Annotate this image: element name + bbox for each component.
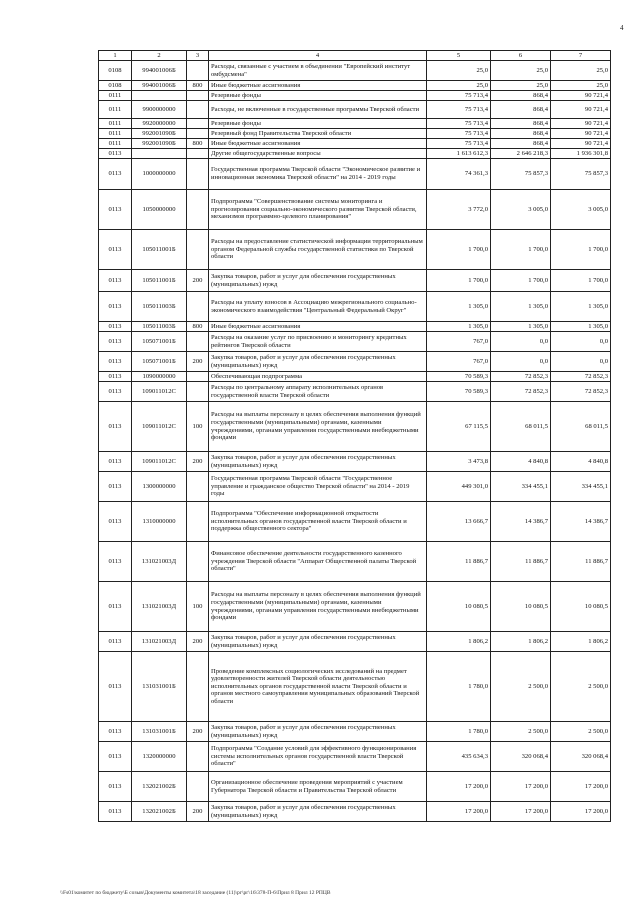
target-article-cell: 109011012С (132, 402, 187, 452)
expense-type-cell (187, 119, 209, 129)
section-code-cell: 0113 (99, 772, 132, 802)
section-code-cell: 0113 (99, 652, 132, 722)
amount-col6-cell: 1 305,0 (491, 292, 551, 322)
amount-col6-cell: 868,4 (491, 139, 551, 149)
amount-col7-cell: 25,0 (551, 61, 611, 81)
description-cell: Другие общегосударственные вопросы (209, 149, 427, 159)
expense-type-cell (187, 652, 209, 722)
expense-type-cell (187, 742, 209, 772)
amount-col6-cell: 320 068,4 (491, 742, 551, 772)
amount-col5-cell: 75 713,4 (427, 139, 491, 149)
amount-col6-cell: 1 700,0 (491, 230, 551, 270)
description-cell: Резервные фонды (209, 119, 427, 129)
description-cell: Иные бюджетные ассигнования (209, 139, 427, 149)
expense-type-cell (187, 149, 209, 159)
description-cell: Закупка товаров, работ и услуг для обеспечения государственных (муниципальных) нужд (209, 270, 427, 292)
description-cell: Расходы на выплаты персоналу в целях обеспечения выполнения функций государственными (муниципальными) органами, казенными учреждениями, органами управления государственными внебюджетными фондами (209, 402, 427, 452)
amount-col7-cell: 0,0 (551, 352, 611, 372)
amount-col7-cell: 17 200,0 (551, 772, 611, 802)
table-row (99, 382, 611, 402)
expense-type-cell (187, 382, 209, 402)
amount-col7-cell: 1 700,0 (551, 230, 611, 270)
amount-col6-cell: 2 646 218,3 (491, 149, 551, 159)
target-article-cell: 1320000000 (132, 742, 187, 772)
description-cell: Расходы по центральному аппарату исполнительных органов государственной власти Тверской области (209, 382, 427, 402)
description-cell: Подпрограмма "Обеспечение информационной открытости исполнительных органов государственной власти Тверской области и поддержка общественного сектора" (209, 502, 427, 542)
amount-col7-cell: 1 936 301,8 (551, 149, 611, 159)
expense-type-cell: 800 (187, 322, 209, 332)
target-article-cell (132, 149, 187, 159)
target-article-cell: 992001090Б (132, 139, 187, 149)
page-number: 4 (620, 24, 624, 32)
description-cell: Расходы, связанные с участием в объединении "Европейский институт омбудсмена" (209, 61, 427, 81)
amount-col5-cell: 75 713,4 (427, 101, 491, 119)
amount-col6-cell: 868,4 (491, 91, 551, 101)
section-code-cell: 0113 (99, 352, 132, 372)
section-code-cell: 0113 (99, 632, 132, 652)
amount-col7-cell: 1 700,0 (551, 270, 611, 292)
table-row (99, 722, 611, 742)
table-row (99, 101, 611, 119)
amount-col5-cell: 1 305,0 (427, 322, 491, 332)
section-code-cell: 0113 (99, 742, 132, 772)
amount-col7-cell: 334 455,1 (551, 472, 611, 502)
section-code-cell: 0113 (99, 159, 132, 190)
expense-type-cell: 200 (187, 452, 209, 472)
target-article-cell: 131031001Б (132, 652, 187, 722)
amount-col5-cell: 767,0 (427, 332, 491, 352)
column-header: 7 (551, 51, 611, 61)
target-article-cell: 132021002Б (132, 772, 187, 802)
target-article-cell: 131021003Д (132, 632, 187, 652)
table-row (99, 61, 611, 81)
expense-type-cell: 200 (187, 632, 209, 652)
amount-col5-cell: 1 613 612,3 (427, 149, 491, 159)
table-row (99, 119, 611, 129)
column-header: 3 (187, 51, 209, 61)
amount-col5-cell: 10 080,5 (427, 582, 491, 632)
table-row (99, 352, 611, 372)
amount-col7-cell: 320 068,4 (551, 742, 611, 772)
amount-col5-cell: 17 200,0 (427, 802, 491, 822)
amount-col5-cell: 767,0 (427, 352, 491, 372)
amount-col7-cell: 2 500,0 (551, 652, 611, 722)
target-article-cell: 109011012С (132, 452, 187, 472)
amount-col5-cell: 1 780,0 (427, 652, 491, 722)
description-cell: Расходы на оказание услуг по присвоению и мониторингу кредитных рейтингов Тверской области (209, 332, 427, 352)
amount-col6-cell: 868,4 (491, 101, 551, 119)
amount-col6-cell: 17 200,0 (491, 802, 551, 822)
amount-col5-cell: 13 666,7 (427, 502, 491, 542)
amount-col6-cell: 0,0 (491, 332, 551, 352)
table-row (99, 632, 611, 652)
target-article-cell: 131031001Б (132, 722, 187, 742)
section-code-cell: 0111 (99, 119, 132, 129)
description-cell: Закупка товаров, работ и услуг для обеспечения государственных (муниципальных) нужд (209, 802, 427, 822)
description-cell: Закупка товаров, работ и услуг для обеспечения государственных (муниципальных) нужд (209, 722, 427, 742)
description-cell: Обеспечивающая подпрограмма (209, 372, 427, 382)
expense-type-cell (187, 61, 209, 81)
target-article-cell: 1300000000 (132, 472, 187, 502)
table-row (99, 332, 611, 352)
section-code-cell: 0111 (99, 91, 132, 101)
amount-col5-cell: 70 589,3 (427, 372, 491, 382)
description-cell: Подпрограмма "Создание условий для эффективного функционирования системы исполнительных органов государственной власти Тверской области" (209, 742, 427, 772)
target-article-cell: 131021003Д (132, 542, 187, 582)
amount-col5-cell: 1 700,0 (427, 230, 491, 270)
section-code-cell: 0113 (99, 332, 132, 352)
expense-type-cell: 100 (187, 402, 209, 452)
target-article-cell: 105011003Б (132, 292, 187, 322)
section-code-cell: 0113 (99, 542, 132, 582)
amount-col6-cell: 868,4 (491, 129, 551, 139)
amount-col6-cell: 2 500,0 (491, 722, 551, 742)
amount-col5-cell: 75 713,4 (427, 91, 491, 101)
section-code-cell: 0113 (99, 382, 132, 402)
amount-col6-cell: 1 806,2 (491, 632, 551, 652)
amount-col5-cell: 70 589,3 (427, 382, 491, 402)
description-cell: Подпрограмма "Совершенствование системы мониторинга и прогнозирования социально-экономического развития Тверской области, механизмов программно-целевого планирования" (209, 190, 427, 230)
amount-col6-cell: 17 200,0 (491, 772, 551, 802)
amount-col5-cell: 75 713,4 (427, 129, 491, 139)
amount-col6-cell: 72 852,3 (491, 372, 551, 382)
footer-file-path: \\Fs01\комитет по бюджету\Б созыв\Документы комитета\18 заседание (11)\рг\рг\16\378-П-6\Прил 8 Прил 12 РПЦВ (60, 890, 331, 896)
amount-col6-cell: 2 500,0 (491, 652, 551, 722)
description-cell: Иные бюджетные ассигнования (209, 322, 427, 332)
target-article-cell: 1310000000 (132, 502, 187, 542)
amount-col7-cell: 4 840,8 (551, 452, 611, 472)
amount-col5-cell: 25,0 (427, 81, 491, 91)
amount-col7-cell: 11 886,7 (551, 542, 611, 582)
amount-col7-cell: 72 852,3 (551, 382, 611, 402)
amount-col5-cell: 1 305,0 (427, 292, 491, 322)
target-article-cell: 9920000000 (132, 119, 187, 129)
section-code-cell: 0113 (99, 372, 132, 382)
table-row (99, 542, 611, 582)
amount-col5-cell: 75 713,4 (427, 119, 491, 129)
column-header: 5 (427, 51, 491, 61)
section-code-cell: 0111 (99, 101, 132, 119)
amount-col5-cell: 449 301,0 (427, 472, 491, 502)
description-cell: Закупка товаров, работ и услуг для обеспечения государственных (муниципальных) нужд (209, 452, 427, 472)
amount-col7-cell: 90 721,4 (551, 139, 611, 149)
table-row (99, 802, 611, 822)
amount-col7-cell: 72 852,3 (551, 372, 611, 382)
table-row (99, 270, 611, 292)
description-cell: Расходы на уплату взносов в Ассоциацию межрегионального социально-экономического взаимодействия "Центральный Федеральный Округ" (209, 292, 427, 322)
amount-col7-cell: 1 305,0 (551, 292, 611, 322)
description-cell: Финансовое обеспечение деятельности государственного казенного учреждения Тверской области "Аппарат Общественной палаты Тверской области" (209, 542, 427, 582)
table-row (99, 582, 611, 632)
amount-col6-cell: 1 305,0 (491, 322, 551, 332)
table-row (99, 129, 611, 139)
expense-type-cell (187, 372, 209, 382)
expense-type-cell: 800 (187, 139, 209, 149)
amount-col6-cell: 14 386,7 (491, 502, 551, 542)
target-article-cell: 131021003Д (132, 582, 187, 632)
description-cell: Государственная программа Тверской области "Государственное управление и гражданское общество Тверской области" на 2014 - 2019 годы (209, 472, 427, 502)
target-article-cell: 9900000000 (132, 101, 187, 119)
target-article-cell: 1000000000 (132, 159, 187, 190)
section-code-cell: 0111 (99, 129, 132, 139)
target-article-cell: 994001006Б (132, 61, 187, 81)
amount-col6-cell: 4 840,8 (491, 452, 551, 472)
amount-col7-cell: 0,0 (551, 332, 611, 352)
expense-type-cell (187, 542, 209, 582)
amount-col6-cell: 75 857,3 (491, 159, 551, 190)
amount-col7-cell: 75 857,3 (551, 159, 611, 190)
table-row (99, 772, 611, 802)
section-code-cell: 0113 (99, 452, 132, 472)
expense-type-cell (187, 292, 209, 322)
table-row (99, 81, 611, 91)
description-cell: Закупка товаров, работ и услуг для обеспечения государственных (муниципальных) нужд (209, 352, 427, 372)
amount-col5-cell: 1 780,0 (427, 722, 491, 742)
amount-col5-cell: 1 700,0 (427, 270, 491, 292)
section-code-cell: 0113 (99, 472, 132, 502)
amount-col7-cell: 1 806,2 (551, 632, 611, 652)
target-article-cell: 1050000000 (132, 190, 187, 230)
target-article-cell: 105071001Б (132, 332, 187, 352)
amount-col5-cell: 74 361,3 (427, 159, 491, 190)
amount-col5-cell: 67 115,5 (427, 402, 491, 452)
table-row (99, 452, 611, 472)
amount-col7-cell: 90 721,4 (551, 101, 611, 119)
amount-col7-cell: 14 386,7 (551, 502, 611, 542)
section-code-cell: 0113 (99, 230, 132, 270)
expense-type-cell (187, 159, 209, 190)
table-row (99, 91, 611, 101)
column-header: 6 (491, 51, 551, 61)
amount-col6-cell: 11 886,7 (491, 542, 551, 582)
expense-type-cell: 200 (187, 352, 209, 372)
amount-col7-cell: 1 305,0 (551, 322, 611, 332)
section-code-cell: 0113 (99, 722, 132, 742)
table-row (99, 372, 611, 382)
column-header: 1 (99, 51, 132, 61)
target-article-cell: 132021002Б (132, 802, 187, 822)
amount-col6-cell: 25,0 (491, 61, 551, 81)
amount-col7-cell: 90 721,4 (551, 119, 611, 129)
section-code-cell: 0108 (99, 81, 132, 91)
table-row (99, 472, 611, 502)
description-cell: Расходы на предоставление статистической информации территориальным органом Федеральной службы государственной статистики по Тверской области (209, 230, 427, 270)
amount-col6-cell: 334 455,1 (491, 472, 551, 502)
table-row (99, 322, 611, 332)
expense-type-cell (187, 472, 209, 502)
description-cell: Государственная программа Тверской области "Экономическое развитие и инновационная экономика Тверской области" на 2014 - 2019 годы (209, 159, 427, 190)
section-code-cell: 0108 (99, 61, 132, 81)
section-code-cell: 0113 (99, 190, 132, 230)
description-cell: Расходы, не включенные в государственные программы Тверской области (209, 101, 427, 119)
amount-col7-cell: 90 721,4 (551, 129, 611, 139)
amount-col7-cell: 2 500,0 (551, 722, 611, 742)
target-article-cell: 105011001Б (132, 230, 187, 270)
section-code-cell: 0111 (99, 139, 132, 149)
amount-col6-cell: 68 011,5 (491, 402, 551, 452)
amount-col6-cell: 3 005,0 (491, 190, 551, 230)
amount-col5-cell: 3 772,0 (427, 190, 491, 230)
amount-col6-cell: 0,0 (491, 352, 551, 372)
expense-type-cell (187, 502, 209, 542)
amount-col6-cell: 10 080,5 (491, 582, 551, 632)
description-cell: Закупка товаров, работ и услуг для обеспечения государственных (муниципальных) нужд (209, 632, 427, 652)
expense-type-cell: 200 (187, 270, 209, 292)
section-code-cell: 0113 (99, 149, 132, 159)
section-code-cell: 0113 (99, 582, 132, 632)
expense-type-cell: 100 (187, 582, 209, 632)
table-row (99, 742, 611, 772)
description-cell: Резервный фонд Правительства Тверской области (209, 129, 427, 139)
description-cell: Резервные фонды (209, 91, 427, 101)
description-cell: Организационное обеспечение проведения мероприятий с участием Губернатора Тверской области и Правительства Тверской области (209, 772, 427, 802)
table-row (99, 139, 611, 149)
table-row (99, 292, 611, 322)
amount-col6-cell: 25,0 (491, 81, 551, 91)
target-article-cell: 105071001Б (132, 352, 187, 372)
amount-col5-cell: 1 806,2 (427, 632, 491, 652)
amount-col6-cell: 72 852,3 (491, 382, 551, 402)
table-row (99, 230, 611, 270)
amount-col5-cell: 25,0 (427, 61, 491, 81)
amount-col7-cell: 17 200,0 (551, 802, 611, 822)
description-cell: Проведение комплексных социологических исследований на предмет удовлетворенности жителей Тверской области деятельностью исполнительных органов государственной власти Тверской области и органов местного самоуправления муниципальных образований Тверской области (209, 652, 427, 722)
expense-type-cell: 200 (187, 722, 209, 742)
section-code-cell: 0113 (99, 292, 132, 322)
budget-table (98, 50, 611, 822)
target-article-cell (132, 91, 187, 101)
description-cell: Иные бюджетные ассигнования (209, 81, 427, 91)
target-article-cell: 105011001Б (132, 270, 187, 292)
amount-col5-cell: 11 886,7 (427, 542, 491, 582)
expense-type-cell (187, 332, 209, 352)
amount-col6-cell: 1 700,0 (491, 270, 551, 292)
amount-col5-cell: 435 634,3 (427, 742, 491, 772)
expense-type-cell (187, 230, 209, 270)
expense-type-cell (187, 129, 209, 139)
table-row (99, 149, 611, 159)
target-article-cell: 109011012С (132, 382, 187, 402)
expense-type-cell: 800 (187, 81, 209, 91)
amount-col6-cell: 868,4 (491, 119, 551, 129)
section-code-cell: 0113 (99, 322, 132, 332)
expense-type-cell (187, 101, 209, 119)
amount-col7-cell: 90 721,4 (551, 91, 611, 101)
amount-col7-cell: 3 005,0 (551, 190, 611, 230)
section-code-cell: 0113 (99, 502, 132, 542)
target-article-cell: 992001090Б (132, 129, 187, 139)
amount-col5-cell: 3 473,8 (427, 452, 491, 472)
description-cell: Расходы на выплаты персоналу в целях обеспечения выполнения функций государственными (муниципальными) органами, казенными учреждениями, органами управления государственными внебюджетными фондами (209, 582, 427, 632)
section-code-cell: 0113 (99, 802, 132, 822)
expense-type-cell (187, 190, 209, 230)
section-code-cell: 0113 (99, 270, 132, 292)
table-row (99, 190, 611, 230)
expense-type-cell (187, 772, 209, 802)
amount-col7-cell: 10 080,5 (551, 582, 611, 632)
table-row (99, 159, 611, 190)
section-code-cell: 0113 (99, 402, 132, 452)
table-row (99, 502, 611, 542)
amount-col7-cell: 68 011,5 (551, 402, 611, 452)
target-article-cell: 105011003Б (132, 322, 187, 332)
amount-col5-cell: 17 200,0 (427, 772, 491, 802)
table-row (99, 652, 611, 722)
column-number-row (99, 51, 611, 61)
expense-type-cell (187, 91, 209, 101)
target-article-cell: 1090000000 (132, 372, 187, 382)
amount-col7-cell: 25,0 (551, 81, 611, 91)
column-header: 2 (132, 51, 187, 61)
table-row (99, 402, 611, 452)
expense-type-cell: 200 (187, 802, 209, 822)
target-article-cell: 994001006Б (132, 81, 187, 91)
column-header: 4 (209, 51, 427, 61)
